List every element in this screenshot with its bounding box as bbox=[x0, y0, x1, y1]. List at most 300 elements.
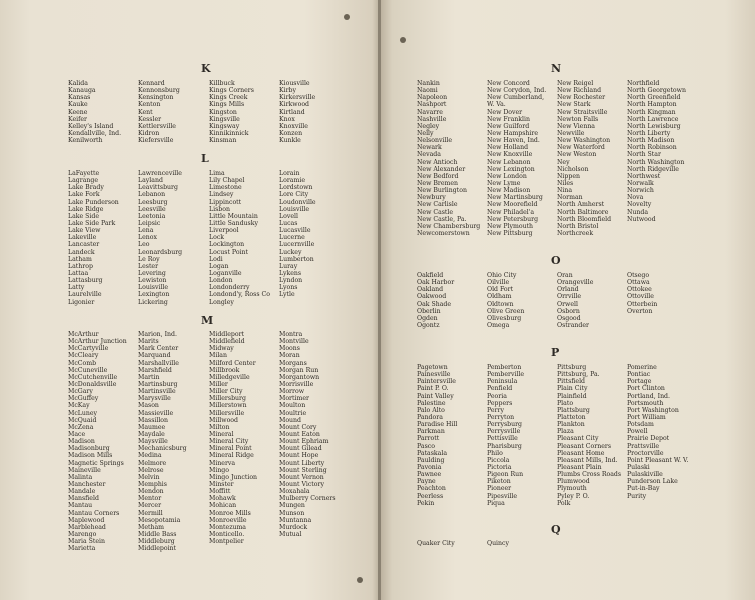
place-name-entry: Lockington bbox=[209, 241, 245, 249]
place-name-entry: Pekin bbox=[417, 499, 435, 507]
place-name-entry: New Bedford bbox=[417, 172, 459, 180]
place-name-entry: North Madison bbox=[627, 137, 675, 145]
place-name-entry: North Bloomfield bbox=[557, 215, 612, 223]
n-column-4 bbox=[627, 80, 686, 223]
place-name-entry: Parrott bbox=[417, 435, 440, 443]
place-name-entry: Mohawk bbox=[209, 495, 236, 503]
place-name-entry: Kings Corners bbox=[209, 87, 254, 95]
place-name-entry: Luray bbox=[279, 262, 298, 270]
place-name-entry: Mineral bbox=[209, 430, 234, 438]
section-letter-q: Q bbox=[551, 523, 562, 536]
place-name-entry: New Hampshire bbox=[487, 129, 539, 137]
place-name-entry: New Plymouth bbox=[487, 222, 534, 230]
place-name-entry: McGary bbox=[68, 388, 93, 396]
place-name-entry: London bbox=[209, 277, 233, 285]
place-name-entry: Lucerne bbox=[279, 234, 305, 242]
place-name-entry: Pemberton bbox=[487, 364, 522, 371]
place-name-entry: Middleport bbox=[209, 331, 245, 338]
place-name-entry: Point Pleasant W. V. bbox=[627, 456, 689, 464]
place-name-entry: Maysville bbox=[138, 438, 168, 446]
place-name-entry: Nova bbox=[627, 194, 644, 202]
place-name-entry: Mentor bbox=[138, 495, 162, 503]
place-name-entry: Kennonsburg bbox=[138, 87, 180, 95]
place-name-entry: Mingo bbox=[209, 466, 229, 474]
place-name-entry: Lena bbox=[138, 227, 154, 235]
place-name-entry: Knoxville bbox=[279, 122, 308, 130]
place-name-entry: Portage bbox=[627, 378, 652, 386]
place-name-entry: Perrysburg bbox=[487, 421, 522, 429]
place-name-entry: Maumee bbox=[138, 423, 166, 431]
place-name-entry: Kent bbox=[138, 108, 153, 116]
place-name-entry: Oak Harbor bbox=[417, 279, 455, 287]
binding-hole bbox=[357, 577, 363, 583]
place-name-entry: Lumberton bbox=[279, 255, 314, 263]
place-name-entry: Medina bbox=[138, 452, 162, 460]
place-name-entry: Millersburg bbox=[209, 395, 246, 403]
place-name-entry: Oilville bbox=[487, 279, 510, 287]
place-name-entry: New Richland bbox=[557, 87, 602, 95]
place-name-entry: Pavonia bbox=[417, 463, 442, 471]
place-name-entry: Purity bbox=[627, 492, 647, 500]
place-name-entry: Lewiston bbox=[138, 277, 167, 285]
place-name-entry: Platteton bbox=[557, 413, 586, 421]
place-name-entry: Paradise Hill bbox=[417, 421, 458, 429]
place-name-entry: Maplewood bbox=[68, 516, 105, 524]
place-name-entry: Mount Liberty bbox=[279, 459, 325, 467]
place-name-entry: Pictoria bbox=[487, 463, 512, 471]
o-column-2 bbox=[487, 272, 524, 329]
place-name-entry: Ottoville bbox=[627, 293, 654, 301]
o-column-1 bbox=[417, 272, 454, 329]
place-name-entry: Lindsey bbox=[209, 191, 234, 199]
place-name-entry: Peppers bbox=[487, 399, 513, 407]
section-letter-p: P bbox=[551, 346, 561, 359]
place-name-entry: Proctorville bbox=[627, 449, 664, 457]
place-name-entry: New Carlisle bbox=[417, 201, 458, 209]
place-name-entry: Moxahala bbox=[279, 488, 310, 496]
place-name-entry: Plato bbox=[557, 399, 574, 407]
place-name-entry: Millersville bbox=[209, 409, 245, 417]
place-name-entry: New Stark bbox=[557, 101, 591, 109]
place-name-entry: Paint Valley bbox=[417, 392, 454, 400]
place-name-entry: Marysville bbox=[138, 395, 171, 403]
place-name-entry: Mermill bbox=[138, 509, 163, 517]
place-name-entry: New Franklin bbox=[487, 115, 530, 123]
place-name-entry: Lancaster bbox=[68, 241, 100, 249]
place-name-entry: McKay bbox=[68, 402, 90, 410]
m-column-3 bbox=[209, 331, 257, 545]
place-name-entry: Malinta bbox=[68, 473, 93, 481]
place-name-entry: Nunda bbox=[627, 208, 649, 216]
place-name-entry: Memphis bbox=[138, 480, 167, 488]
place-name-entry: New Petersburg bbox=[487, 215, 539, 223]
place-name-entry: Leipsic bbox=[138, 219, 161, 227]
place-name-entry: Powell bbox=[627, 428, 648, 436]
place-name-entry: McArthur Junction bbox=[68, 338, 127, 346]
place-name-entry: Nelly bbox=[417, 129, 434, 137]
place-name-entry: Naomi bbox=[417, 87, 438, 95]
place-name-entry: Magnetic Springs bbox=[68, 459, 124, 467]
place-name-entry: Lucernville bbox=[279, 241, 315, 249]
place-name-entry: Omega bbox=[487, 321, 510, 329]
place-name-entry: Palo Alto bbox=[417, 406, 445, 414]
place-name-entry: Lake Side bbox=[68, 212, 100, 220]
place-name-entry: Kanauga bbox=[68, 87, 96, 95]
place-name-entry: Pulaskiville bbox=[627, 471, 663, 479]
n-column-2 bbox=[487, 80, 546, 237]
place-name-entry: Montpelier bbox=[209, 538, 244, 546]
place-name-entry: Prairie Depot bbox=[627, 435, 670, 443]
place-name-entry: Lake Punderson bbox=[68, 198, 119, 206]
place-name-entry: Mandale bbox=[68, 488, 96, 496]
place-name-entry: Millerstown bbox=[209, 402, 247, 410]
place-name-entry: Ogontz bbox=[417, 321, 440, 329]
place-name-entry: Layland bbox=[138, 177, 163, 185]
k-column-4 bbox=[279, 80, 315, 144]
place-name-entry: Prattsville bbox=[627, 442, 660, 450]
place-name-entry: Pioneer bbox=[487, 485, 512, 493]
place-name-entry: Lester bbox=[138, 262, 159, 270]
k-column-1 bbox=[68, 80, 121, 144]
place-name-entry: Lake Side Park bbox=[68, 219, 116, 227]
place-name-entry: Moultrie bbox=[279, 409, 307, 417]
l-column-3 bbox=[209, 170, 270, 306]
place-name-entry: Pomerine bbox=[627, 364, 657, 371]
place-name-entry: Plain City bbox=[557, 385, 588, 393]
place-name-entry: Orland bbox=[557, 286, 579, 294]
place-name-entry: Overton bbox=[627, 307, 653, 315]
place-name-entry: McCartyville bbox=[68, 345, 109, 353]
place-name-entry: Paintersville bbox=[417, 378, 456, 386]
place-name-entry: Kalida bbox=[68, 80, 88, 87]
place-name-entry: Nutwood bbox=[627, 215, 656, 223]
place-name-entry: Negley bbox=[417, 122, 440, 130]
place-name-entry: Kirkersville bbox=[279, 94, 316, 102]
place-name-entry: Loganville bbox=[209, 269, 242, 277]
place-name-entry: Oldtown bbox=[487, 300, 514, 308]
place-name-entry: North Ridgeville bbox=[627, 165, 679, 173]
place-name-entry: Keene bbox=[68, 108, 88, 116]
place-name-entry: Piccola bbox=[487, 456, 510, 464]
place-name-entry: Melvin bbox=[138, 473, 160, 481]
place-name-entry: McQuaid bbox=[68, 416, 97, 424]
place-name-entry: Mohican bbox=[209, 502, 237, 510]
place-name-entry: Marblehead bbox=[68, 523, 106, 531]
place-name-entry: Limestone bbox=[209, 184, 242, 192]
place-name-entry: Nina bbox=[557, 187, 573, 195]
place-name-entry: Little Mountain bbox=[209, 212, 258, 220]
place-name-entry: New Concord bbox=[487, 80, 530, 87]
place-name-entry: Put-in-Bay bbox=[627, 485, 660, 493]
place-name-entry: Middlepoint bbox=[138, 545, 177, 553]
place-name-entry: McLuney bbox=[68, 409, 98, 417]
place-name-entry: Pleasant Home bbox=[557, 449, 605, 457]
place-name-entry: Lake Brady bbox=[68, 184, 104, 192]
place-name-entry: Mount Sterling bbox=[279, 466, 327, 474]
place-name-entry: Miller City bbox=[209, 388, 243, 396]
place-name-entry: Maineville bbox=[68, 466, 101, 474]
place-name-entry: Niles bbox=[557, 179, 574, 187]
place-name-entry: Plainfield bbox=[557, 392, 587, 400]
place-name-entry: Kingsway bbox=[209, 122, 240, 130]
place-name-entry: Melmore bbox=[138, 459, 167, 467]
place-name-entry: Kinsman bbox=[209, 137, 237, 145]
place-name-entry: Kings Creek bbox=[209, 94, 248, 102]
place-name-entry: Marietta bbox=[68, 545, 96, 553]
place-name-entry: Payne bbox=[417, 478, 436, 486]
place-name-entry: Maydale bbox=[138, 430, 165, 438]
place-name-entry: Pontiac bbox=[627, 371, 651, 379]
place-name-entry: Oberlin bbox=[417, 307, 441, 315]
place-name-entry: Martinsburg bbox=[138, 380, 178, 388]
place-name-entry: Moulton bbox=[279, 402, 306, 410]
place-name-entry: Leonardsburg bbox=[138, 248, 183, 256]
place-name-entry: Locust Point bbox=[209, 248, 249, 256]
place-name-entry: Levering bbox=[138, 269, 166, 277]
place-name-entry: Pandora bbox=[417, 413, 443, 421]
place-name-entry: Mount Gilead bbox=[279, 445, 322, 453]
place-name-entry: Orrville bbox=[557, 293, 582, 301]
place-name-entry: Monticello. bbox=[209, 530, 245, 538]
place-name-entry: North Bristol bbox=[557, 222, 599, 230]
place-name-entry: Lawrenceville bbox=[138, 170, 182, 177]
place-name-entry: Montville bbox=[279, 338, 309, 346]
place-name-entry: Kenilworth bbox=[68, 137, 103, 145]
place-name-entry: New Haven, Ind. bbox=[487, 137, 540, 145]
place-name-entry: Lenox bbox=[138, 234, 157, 242]
place-name-entry: Mulberry Corners bbox=[279, 495, 336, 503]
place-name-entry: Mutual bbox=[279, 530, 302, 538]
binding-hole bbox=[344, 14, 350, 20]
place-name-entry: Mount Vernon bbox=[279, 473, 324, 481]
place-name-entry: Lore City bbox=[279, 191, 309, 199]
place-name-entry: McCleary bbox=[68, 352, 99, 360]
place-name-entry: North Lawrence bbox=[627, 115, 679, 123]
place-name-entry: New Corydon, Ind. bbox=[487, 87, 547, 95]
place-name-entry: North Georgetown bbox=[627, 87, 686, 95]
place-name-entry: Lovell bbox=[279, 212, 298, 220]
place-name-entry: Northwest bbox=[627, 172, 661, 180]
section-letter-l: L bbox=[201, 152, 210, 165]
place-name-entry: Pyley P. O. bbox=[557, 492, 590, 500]
place-name-entry: Kingsville bbox=[209, 115, 240, 123]
place-name-entry: Morgantown bbox=[279, 373, 320, 381]
place-name-entry: Perryton bbox=[487, 413, 515, 421]
place-name-entry: Pataskala bbox=[417, 449, 448, 457]
place-name-entry: Louisville bbox=[138, 284, 169, 292]
place-name-entry: Plymouth bbox=[557, 485, 587, 493]
place-name-entry: Lyndon bbox=[279, 277, 303, 285]
place-name-entry: Pasco bbox=[417, 442, 435, 450]
place-name-entry: Lima bbox=[209, 170, 225, 177]
place-name-entry: Kiousville bbox=[279, 80, 310, 87]
place-name-entry: Millwood bbox=[209, 416, 238, 424]
place-name-entry: Peerless bbox=[417, 492, 444, 500]
place-name-entry: Portsmouth bbox=[627, 399, 664, 407]
q-column-1 bbox=[417, 540, 455, 547]
place-name-entry: Lyons bbox=[279, 284, 298, 292]
place-name-entry: Polk bbox=[557, 499, 571, 507]
place-name-entry: Maria Stein bbox=[68, 538, 105, 546]
place-name-entry: Mantau bbox=[68, 502, 93, 510]
place-name-entry: Oakwood bbox=[417, 293, 447, 301]
place-name-entry: Newbury bbox=[417, 194, 446, 202]
place-name-entry: Northfield bbox=[627, 80, 660, 87]
place-name-entry: Ohio City bbox=[487, 272, 517, 279]
place-name-entry: Nelsonville bbox=[417, 137, 453, 145]
place-name-entry: Melrose bbox=[138, 466, 164, 474]
place-name-entry: Kinnikinnick bbox=[209, 129, 249, 137]
place-name-entry: Massieville bbox=[138, 409, 174, 417]
place-name-entry: Pettisville bbox=[487, 435, 518, 443]
place-name-entry: Kelley's Island bbox=[68, 122, 114, 130]
place-name-entry: LaFayette bbox=[68, 170, 100, 177]
place-name-entry: Mungen bbox=[279, 502, 305, 510]
place-name-entry: North Greenfield bbox=[627, 94, 681, 102]
place-name-entry: Loudonville bbox=[279, 198, 316, 206]
place-name-entry: Kings Mills bbox=[209, 101, 245, 109]
place-name-entry: Newville bbox=[557, 129, 585, 137]
place-name-entry: Oldham bbox=[487, 293, 512, 301]
place-name-entry: Montezuma bbox=[209, 523, 246, 531]
k-column-2 bbox=[138, 80, 180, 144]
place-name-entry: Novelty bbox=[627, 201, 652, 209]
place-name-entry: Metham bbox=[138, 523, 165, 531]
place-name-entry: McCuneville bbox=[68, 366, 108, 374]
place-name-entry: Martinsville bbox=[138, 388, 176, 396]
place-name-entry: Madison Mills bbox=[68, 452, 113, 460]
place-name-entry: Nevada bbox=[417, 151, 441, 159]
place-name-entry: Old Fort bbox=[487, 286, 514, 294]
place-name-entry: Pipesville bbox=[487, 492, 518, 500]
place-name-entry: Philo bbox=[487, 449, 503, 457]
place-name-entry: Mount Victory bbox=[279, 480, 324, 488]
place-name-entry: McZena bbox=[68, 423, 94, 431]
place-name-entry: Kauke bbox=[68, 101, 88, 109]
place-name-entry: New Alexander bbox=[417, 165, 466, 173]
section-letter-k: K bbox=[201, 62, 212, 75]
place-name-entry: Le Roy bbox=[138, 255, 160, 263]
place-name-entry: Leo bbox=[138, 241, 150, 249]
place-name-entry: Morgans bbox=[279, 359, 307, 367]
place-name-entry: Mineral City bbox=[209, 438, 249, 446]
place-name-entry: Luckey bbox=[279, 248, 302, 256]
place-name-entry: Pittsburg bbox=[557, 364, 587, 371]
place-name-entry: Mechanicsburg bbox=[138, 445, 187, 453]
place-name-entry: New London bbox=[487, 172, 527, 180]
place-name-entry: Parkman bbox=[417, 428, 445, 436]
place-name-entry: Ottawa bbox=[627, 279, 650, 287]
place-name-entry: Muntanna bbox=[279, 516, 312, 524]
place-name-entry: Nankin bbox=[417, 80, 440, 87]
place-name-entry: New Lexington bbox=[487, 165, 535, 173]
l-column-2 bbox=[138, 170, 182, 306]
place-name-entry: Madison bbox=[68, 438, 95, 446]
place-name-entry: Otsego bbox=[627, 272, 650, 279]
place-name-entry: New Weston bbox=[557, 151, 597, 159]
place-name-entry: Lock bbox=[209, 234, 225, 242]
place-name-entry: Pleasant Plain bbox=[557, 463, 602, 471]
place-name-entry: Leesville bbox=[138, 205, 166, 213]
n-column-1 bbox=[417, 80, 480, 237]
place-name-entry: North Star bbox=[627, 151, 661, 159]
place-name-entry: Mason bbox=[138, 402, 159, 410]
place-name-entry: New Philadel'a bbox=[487, 208, 535, 216]
place-name-entry: Midway bbox=[209, 345, 234, 353]
place-name-entry: Leetonia bbox=[138, 212, 166, 220]
place-name-entry: Ostrander bbox=[557, 321, 589, 329]
place-name-entry: Marengo bbox=[68, 530, 97, 538]
place-name-entry: Lexington bbox=[138, 291, 170, 299]
binding-hole bbox=[400, 37, 406, 43]
place-name-entry: Manchester bbox=[68, 480, 106, 488]
place-name-entry: Martin bbox=[138, 373, 160, 381]
place-name-entry: Milledgeville bbox=[209, 373, 250, 381]
place-name-entry: Pigeon Run bbox=[487, 471, 524, 479]
place-name-entry: Kansas bbox=[68, 94, 91, 102]
section-letter-n: N bbox=[551, 62, 563, 75]
place-name-entry: Lake Fork bbox=[68, 191, 100, 199]
place-name-entry: Ney bbox=[557, 158, 570, 166]
place-name-entry: New Lebanon bbox=[487, 158, 531, 166]
place-name-entry: Lathrop bbox=[68, 262, 93, 270]
place-name-entry: Minerva bbox=[209, 459, 236, 467]
place-name-entry: Marshfield bbox=[138, 366, 172, 374]
place-name-entry: North Kingman bbox=[627, 108, 676, 116]
place-name-entry: Lakeville bbox=[68, 234, 97, 242]
place-name-entry: Navarre bbox=[417, 108, 443, 116]
place-name-entry: Norman bbox=[557, 194, 583, 202]
place-name-entry: Latty bbox=[68, 284, 85, 292]
place-name-entry: Norwalk bbox=[627, 179, 654, 187]
place-name-entry: New Straitsville bbox=[557, 108, 608, 116]
l-column-1 bbox=[68, 170, 119, 306]
place-name-entry: Ogden bbox=[417, 314, 438, 322]
p-column-4 bbox=[627, 364, 688, 500]
place-name-entry: New Holland bbox=[487, 144, 529, 152]
place-name-entry: Mark Center bbox=[138, 345, 179, 353]
place-name-entry: Mount Eaton bbox=[279, 430, 320, 438]
place-name-entry: Louisville bbox=[279, 205, 310, 213]
place-name-entry: New Bremen bbox=[417, 179, 459, 187]
place-name-entry: Middlefield bbox=[209, 338, 245, 346]
place-name-entry: New Dover bbox=[487, 108, 523, 116]
place-name-entry: Mansfield bbox=[68, 495, 99, 503]
place-name-entry: Monroeville bbox=[209, 516, 247, 524]
place-name-entry: Minster bbox=[209, 480, 234, 488]
place-name-entry: Paint P. O. bbox=[417, 385, 449, 393]
place-name-entry: Mount Ephriam bbox=[279, 438, 329, 446]
m-column-4 bbox=[279, 331, 336, 538]
place-name-entry: Perry bbox=[487, 406, 504, 414]
place-name-entry: Ottokee bbox=[627, 286, 652, 294]
place-name-entry: Newcomerstown bbox=[417, 229, 470, 237]
place-name-entry: Leavittsburg bbox=[138, 184, 178, 192]
place-name-entry: New Moorefield bbox=[487, 201, 538, 209]
place-name-entry: McCutchenville bbox=[68, 373, 118, 381]
m-column-2 bbox=[138, 331, 187, 552]
place-name-entry: Kessler bbox=[138, 115, 162, 123]
p-column-2 bbox=[487, 364, 524, 507]
place-name-entry: Paulding bbox=[417, 456, 445, 464]
place-name-entry: New Pittsburg bbox=[487, 229, 533, 237]
place-name-entry: Mendon bbox=[138, 488, 164, 496]
place-name-entry: Moran bbox=[279, 352, 300, 360]
place-name-entry: New Cumberland, bbox=[487, 94, 545, 102]
place-name-entry: Orangeville bbox=[557, 279, 594, 287]
place-name-entry: Pleasant Mills, Ind. bbox=[557, 456, 618, 464]
place-name-entry: Kunkle bbox=[279, 137, 301, 145]
